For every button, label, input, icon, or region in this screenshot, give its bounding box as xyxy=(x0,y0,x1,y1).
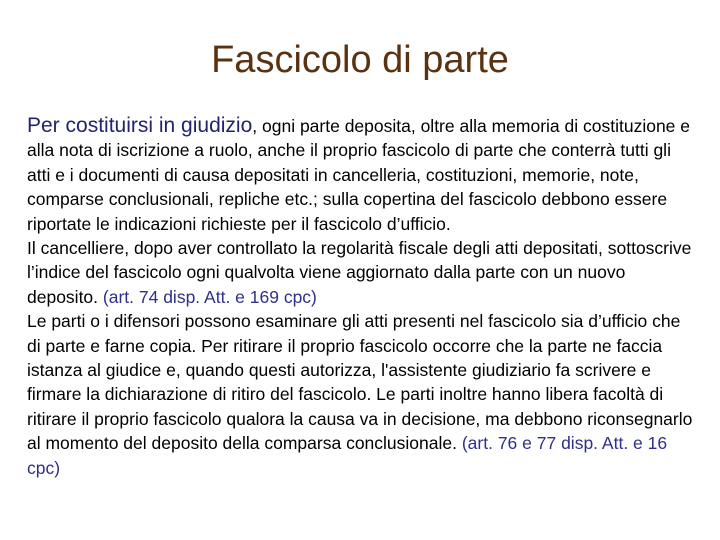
legal-reference-1: (art. 74 disp. Att. e 169 cpc) xyxy=(102,286,317,307)
slide-body xyxy=(27,114,695,480)
lead-phrase: Per costituirsi in giudizio xyxy=(27,114,253,137)
slide-title: Fascicolo di parte xyxy=(211,39,509,81)
paragraph-costituzione xyxy=(27,114,695,236)
paragraph-1-text: , ogni parte deposita, oltre alla memoria di costituzione e alla nota di iscrizione a ruolo, anche il proprio fascicolo di parte che conterrà tutti gli atti e i documenti di causa depositati in cancelleria, costituzioni, memorie, note, comparse conclusionali, repliche etc.; sulla copertina del fascicolo debbono essere riportate le indicazioni richieste per il fascicolo d’ufficio. xyxy=(27,116,691,234)
paragraph-2-text: Il cancelliere, dopo aver controllato la regolarità fiscale degli atti depositati, sottoscrive l’indice del fascicolo ogni qualvolta viene aggiornato dalla parte con un nuovo deposito. xyxy=(27,238,692,307)
paragraph-ritiro xyxy=(27,309,695,480)
paragraph-3-text: Le parti o i difensori possono esaminare gli atti presenti nel fascicolo sia d’ufficio che di parte e farne copia. Per ritirare il proprio fascicolo occorre che la parte ne faccia istanza al giudice e, quando questi autorizza, l'assistente giudiziario fa scrivere e firmare la dichiarazione di ritiro del fascicolo. Le parti inoltre hanno libera facoltà di ritirare il proprio fascicolo qualora la causa va in decisione, ma debbono riconsegnarlo al momento del deposito della comparsa conclusionale. xyxy=(27,311,693,454)
legal-reference-2: (art. 76 e 77 disp. Att. e 16 cpc) xyxy=(27,433,668,478)
paragraph-cancelliere xyxy=(27,236,695,309)
